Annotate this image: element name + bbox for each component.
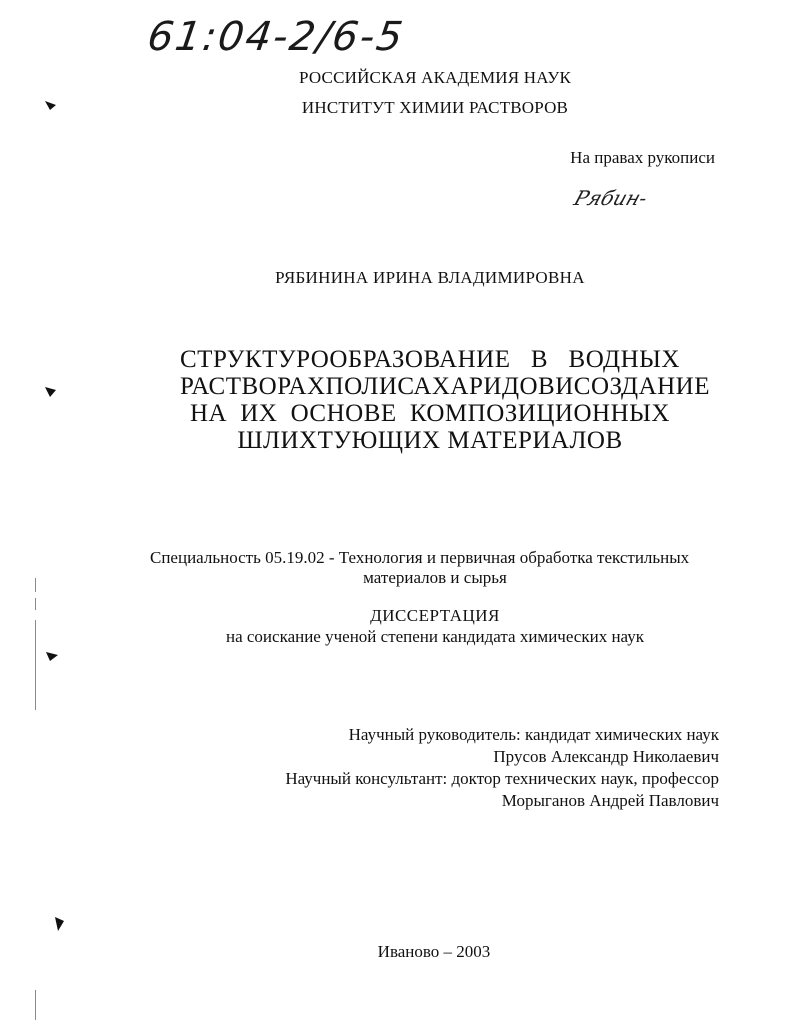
scan-marks: [0, 0, 80, 1026]
title-word: В: [530, 346, 549, 373]
degree-line: на соискание ученой степени кандидата химических наук: [225, 627, 644, 646]
title-line-3: [180, 400, 680, 427]
binding-mark-icon: [45, 101, 56, 110]
title-word: СОЗДАНИЕ: [573, 373, 711, 400]
scan-edge-line: [35, 578, 36, 592]
advisor-role: Научный руководитель: кандидат химических наук: [348, 725, 719, 744]
consultant-role: Научный консультант: доктор технических наук, профессор: [285, 769, 719, 788]
title-line-1: [180, 346, 680, 373]
rights-note: На правах рукописи: [570, 148, 715, 167]
title-word: КОМПОЗИЦИОННЫХ: [409, 400, 670, 427]
title-word: РАСТВОРАХ: [180, 373, 326, 400]
title-word: ВОДНЫХ: [568, 346, 680, 373]
scan-edge-line: [35, 990, 36, 1020]
title-line-4: ШЛИХТУЮЩИХ МАТЕРИАЛОВ: [237, 427, 623, 454]
title-word: НА: [190, 400, 228, 427]
title-word: ИХ: [240, 400, 278, 427]
place-year: Иваново – 2003: [377, 942, 491, 961]
scan-edge-line: [35, 620, 36, 710]
supervisors-block: [285, 724, 719, 812]
consultant-name: Морыганов Андрей Павлович: [501, 791, 719, 810]
scan-edge-line: [35, 598, 36, 610]
binding-mark-icon: [46, 652, 58, 661]
title-line-2: [180, 373, 711, 400]
specialty-line-1: Специальность 05.19.02 - Технология и первичная обработка текстильных: [150, 548, 690, 567]
title-word: И: [555, 373, 574, 400]
dissertation-title: [180, 346, 711, 454]
organization-line-1: РОССИЙСКАЯ АКАДЕМИЯ НАУК: [298, 68, 571, 87]
title-word: СТРУКТУРООБРАЗОВАНИЕ: [180, 346, 511, 373]
document-type: ДИССЕРТАЦИЯ: [370, 606, 500, 625]
organization-line-2: ИНСТИТУТ ХИМИИ РАСТВОРОВ: [301, 98, 569, 117]
specialty-line-2: материалов и сырья: [363, 568, 507, 587]
title-word: ОСНОВЕ: [290, 400, 397, 427]
specialty-block: [150, 548, 720, 588]
binding-mark-icon: [45, 387, 56, 397]
advisor-name: Прусов Александр Николаевич: [493, 747, 719, 766]
title-word: ПОЛИСАХАРИДОВ: [325, 373, 556, 400]
handwritten-signature: Рябин-: [571, 186, 651, 210]
binding-mark-icon: [55, 917, 64, 931]
author-name: РЯБИНИНА ИРИНА ВЛАДИМИРОВНА: [275, 268, 585, 287]
archive-code: 61:04-2/6-5: [144, 14, 408, 60]
